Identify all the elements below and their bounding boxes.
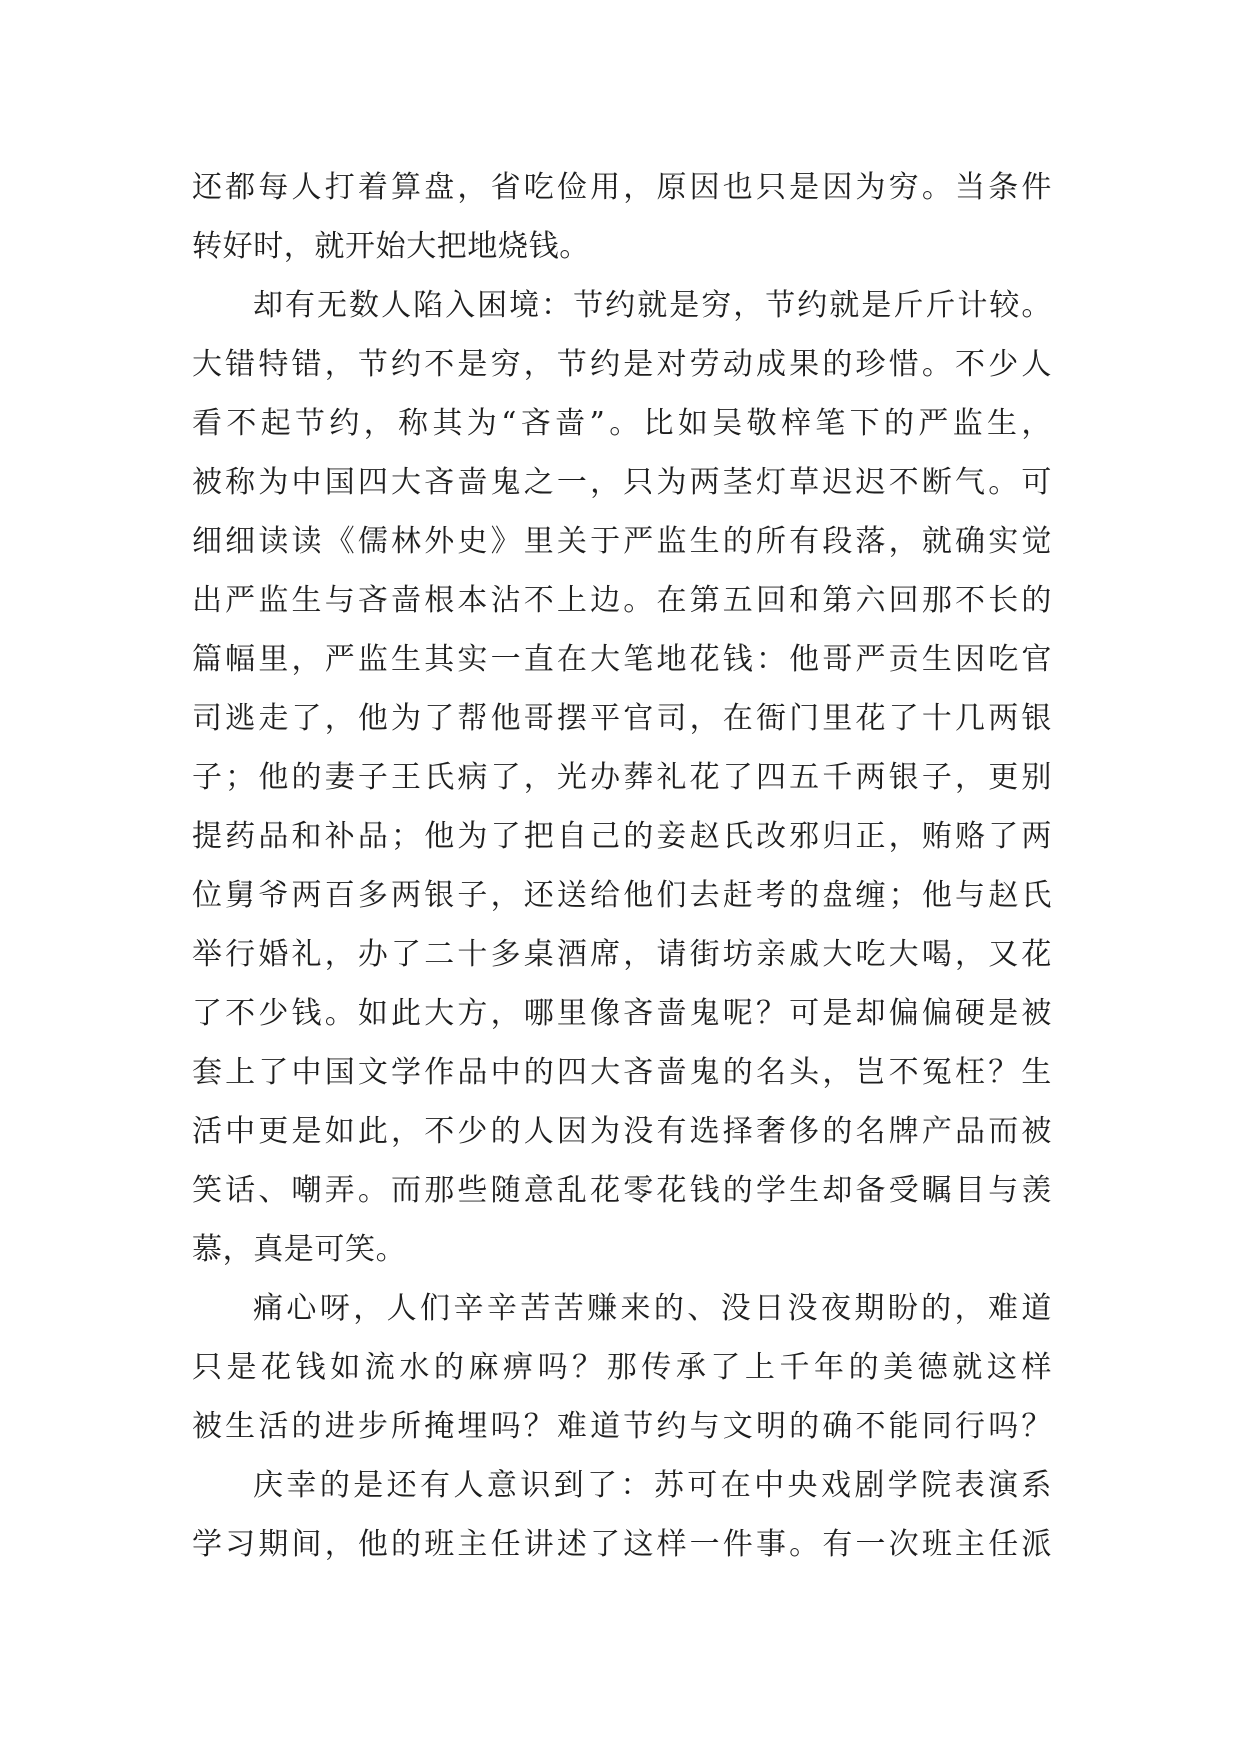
text-line: 出严监生与吝啬根本沾不上边。在第五回和第六回那不长的: [192, 583, 1052, 618]
text-line: 了不少钱。如此大方，哪里像吝啬鬼呢？可是却偏偏硬是被: [192, 996, 1052, 1031]
text-line: 活中更是如此，不少的人因为没有选择奢侈的名牌产品而被: [192, 1114, 1052, 1149]
text-line: 套上了中国文学作品中的四大吝啬鬼的名头，岂不冤枉？生: [192, 1055, 1052, 1090]
text-line: 被生活的进步所掩埋吗？难道节约与文明的确不能同行吗？: [192, 1409, 1052, 1444]
text-line: 被称为中国四大吝啬鬼之一，只为两茎灯草迟迟不断气。可: [192, 465, 1052, 500]
text-line: 痛心呀，人们辛辛苦苦赚来的、没日没夜期盼的，难道: [253, 1291, 1052, 1326]
paragraph: [192, 1456, 1052, 1574]
text-line: 看不起节约，称其为“吝啬”。比如吴敬梓笔下的严监生，: [192, 406, 1052, 441]
text-line: 位舅爷两百多两银子，还送给他们去赶考的盘缠；他与赵氏: [192, 878, 1052, 913]
text-line: 笑话、嘲弄。而那些随意乱花零花钱的学生却备受瞩目与羡: [192, 1173, 1052, 1208]
text-line: 篇幅里，严监生其实一直在大笔地花钱：他哥严贡生因吃官: [192, 642, 1052, 677]
text-line: 慕，真是可笑。: [192, 1232, 407, 1267]
text-line: 转好时，就开始大把地烧钱。: [192, 229, 590, 264]
text-line: 却有无数人陷入困境：节约就是穷，节约就是斤斤计较。: [253, 288, 1052, 323]
paragraph: [192, 276, 1052, 1279]
text-line: 庆幸的是还有人意识到了：苏可在中央戏剧学院表演系: [253, 1468, 1052, 1503]
text-line: 细细读读《儒林外史》里关于严监生的所有段落，就确实觉: [192, 524, 1052, 559]
text-line: 学习期间，他的班主任讲述了这样一件事。有一次班主任派: [192, 1527, 1052, 1562]
text-line: 司逃走了，他为了帮他哥摆平官司，在衙门里花了十几两银: [192, 701, 1052, 736]
paragraph: [192, 1279, 1052, 1456]
text-line: 举行婚礼，办了二十多桌酒席，请街坊亲戚大吃大喝，又花: [192, 937, 1052, 972]
document-page: [192, 158, 1052, 1574]
text-line: 只是花钱如流水的麻痹吗？那传承了上千年的美德就这样: [192, 1350, 1052, 1385]
paragraph: [192, 158, 1052, 276]
text-line: 子；他的妻子王氏病了，光办葬礼花了四五千两银子，更别: [192, 760, 1052, 795]
text-line: 大错特错，节约不是穷，节约是对劳动成果的珍惜。不少人: [192, 347, 1052, 382]
text-line: 提药品和补品；他为了把自己的妾赵氏改邪归正，贿赂了两: [192, 819, 1052, 854]
text-line: 还都每人打着算盘，省吃俭用，原因也只是因为穷。当条件: [192, 170, 1052, 205]
